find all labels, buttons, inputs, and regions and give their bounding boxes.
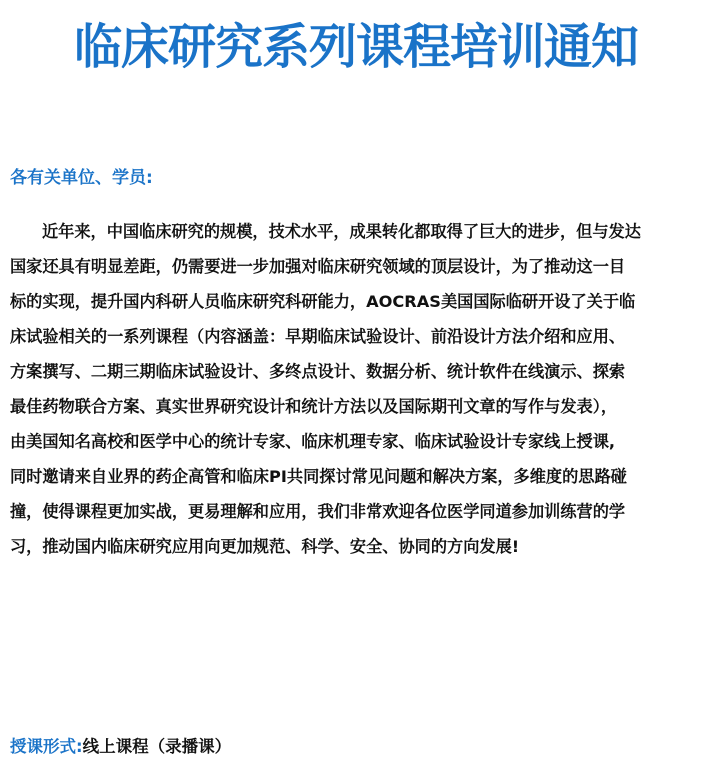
body-line: 习，推动国内临床研究应用向更加规范、科学、安全、协同的方向发展! — [10, 537, 520, 556]
course-format — [10, 735, 231, 759]
body-line: 由美国知名高校和医学中心的统计专家、临床机理专家、临床试验设计专家线上授课, — [10, 432, 616, 451]
salutation: 各有关单位、学员: — [10, 168, 153, 188]
body-line: 最佳药物联合方案、真实世界研究设计和统计方法以及国际期刊文章的写作与发表）， — [10, 397, 618, 416]
body-line: 床试验相关的一系列课程（内容涵盖：早期临床试验设计、前沿设计方法介绍和应用、 — [10, 327, 626, 346]
body-line: 近年来，中国临床研究的规模，技术水平，成果转化都取得了巨大的进步，但与发达 — [42, 222, 641, 241]
body-line: 标的实现，提升国内科研人员临床研究科研能力，AOCRAS美国国际临研开设了关于临 — [10, 292, 636, 311]
page-title: 临床研究系列课程培训通知 — [73, 19, 638, 75]
body-line: 撞，使得课程更加实战，更易理解和应用，我们非常欢迎各位医学同道参加训练营的学 — [10, 502, 626, 521]
notice-body — [10, 214, 708, 564]
body-line: 同时邀请来自业界的药企高管和临床PI共同探讨常见问题和解决方案，多维度的思路碰 — [10, 467, 627, 486]
body-line: 国家还具有明显差距，仍需要进一步加强对临床研究领域的顶层设计，为了推动这一目 — [10, 257, 626, 276]
course-format-label: 授课形式: — [10, 737, 83, 756]
course-format-value: 线上课程（录播课） — [82, 737, 232, 756]
body-line: 方案撰写、二期三期临床试验设计、多终点设计、数据分析、统计软件在线演示、探索 — [10, 362, 626, 381]
